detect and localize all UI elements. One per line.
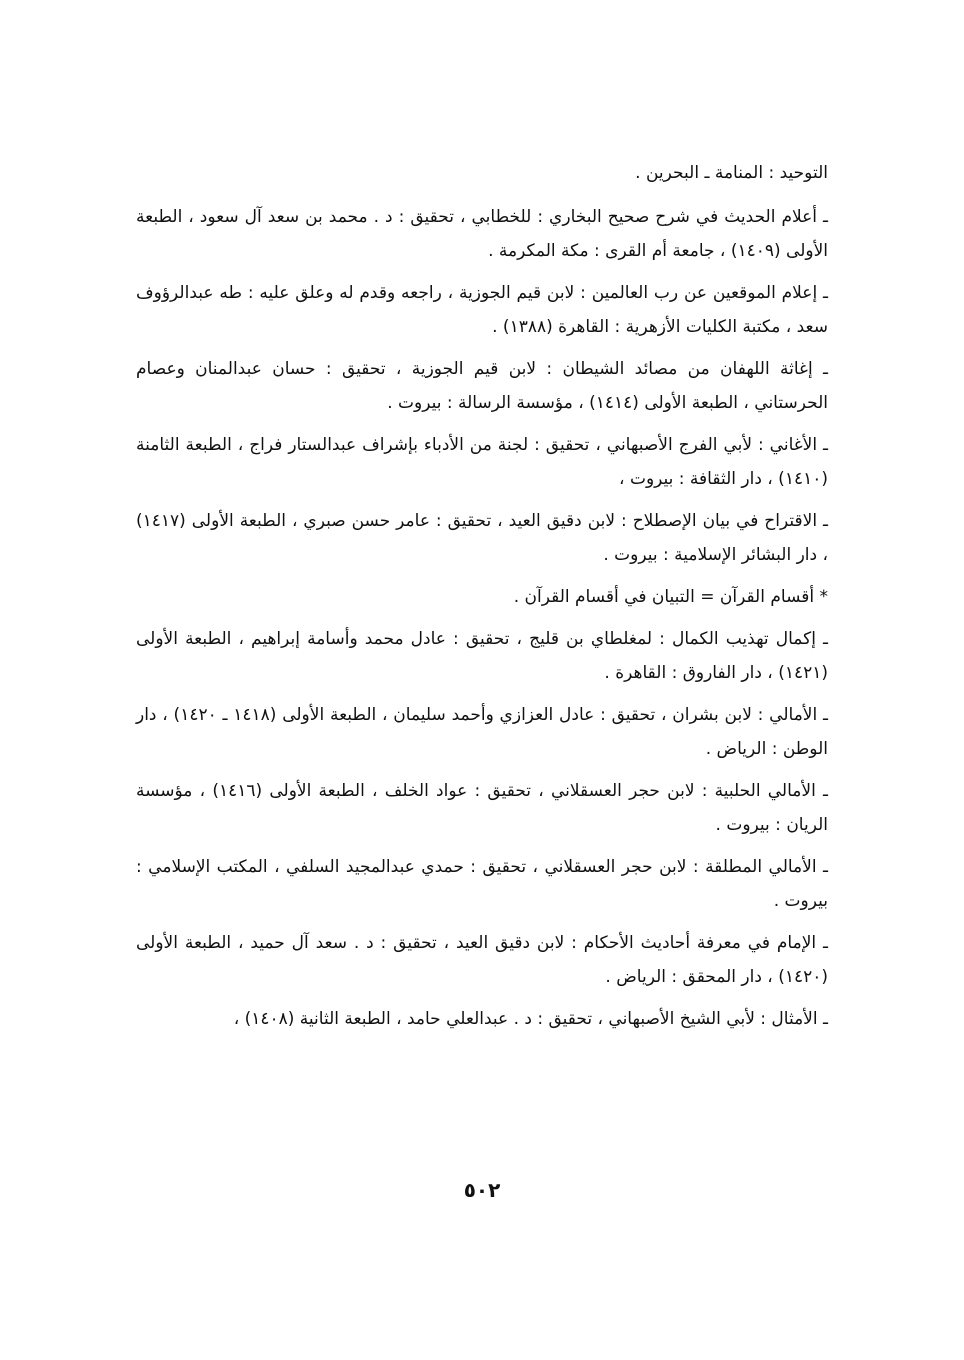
bibliography-entry: ـ الأمالي الحلبية : لابن حجر العسقلاني ، تحقيق : عواد الخلف ، الطبعة الأولى (١٤١٦) ، مؤسسة الريان : بيروت . [136,781,828,835]
bibliography-entry: ـ الاقتراح في بيان الإصطلاح : لابن دقيق العيد ، تحقيق : عامر حسن صبري ، الطبعة الأولى (١٤١٧) ، دار البشائر الإسلامية : بيروت . [136,511,828,565]
bibliography-entry: ـ إكمال تهذيب الكمال : لمغلطاي بن قليج ، تحقيق : عادل محمد وأسامة إبراهيم ، الطبعة الأولى (١٤٢١) ، دار الفاروق : القاهرة . [136,629,828,683]
cross-reference-entry: * أقسام القرآن = التبيان في أقسام القرآن . [513,587,828,607]
bibliography-entry: ـ أعلام الحديث في شرح صحيح البخاري : للخطابي ، تحقيق : د . محمد بن سعد آل سعود ، الطبعة الأولى (١٤٠٩) ، جامعة أم القرى : مكة المكرمة . [136,207,828,261]
bibliography-entry: ـ الأغاني : لأبي الفرج الأصبهاني ، تحقيق : لجنة من الأدباء بإشراف عبدالستار فراج ، الطبعة الثامنة (١٤١٠) ، دار الثقافة : بيروت ، [136,435,828,489]
bibliography-entry: التوحيد : المنامة ـ البحرين . [635,163,828,183]
page-number: ٥٠٢ [463,1178,501,1202]
bibliography-entry: ـ إعلام الموقعين عن رب العالمين : لابن قيم الجوزية ، راجعه وقدم له وعلق عليه : طه عبدالرؤوف سعد ، مكتبة الكليات الأزهرية : القاهرة (١٣٨٨) . [136,283,828,337]
bibliography-entry: ـ الإمام في معرفة أحاديث الأحكام : لابن دقيق العيد ، تحقيق : د . سعد آل حميد ، الطبعة الأولى (١٤٢٠) ، دار المحقق : الرياض . [136,933,828,987]
bibliography-entry: ـ الأمالي المطلقة : لابن حجر العسقلاني ، تحقيق : حمدي عبدالمجيد السلفي ، المكتب الإسلامي : بيروت . [136,857,828,911]
bibliography-entry: ـ إغاثة اللهفان من مصائد الشيطان : لابن قيم الجوزية ، تحقيق : حسان عبدالمنان وعصام الحرستاني ، الطبعة الأولى (١٤١٤) ، مؤسسة الرسالة : بيروت . [136,359,828,413]
bibliography-list [136,156,828,1044]
bibliography-entry: ـ الأمالي : لابن بشران ، تحقيق : عادل العزازي وأحمد سليمان ، الطبعة الأولى (١٤١٨ ـ ١٤٢٠) ، دار الوطن : الرياض . [136,705,828,759]
bibliography-entry: ـ الأمثال : لأبي الشيخ الأصبهاني ، تحقيق : د . عبدالعلي حامد ، الطبعة الثانية (١٤٠٨) ، [233,1009,828,1029]
